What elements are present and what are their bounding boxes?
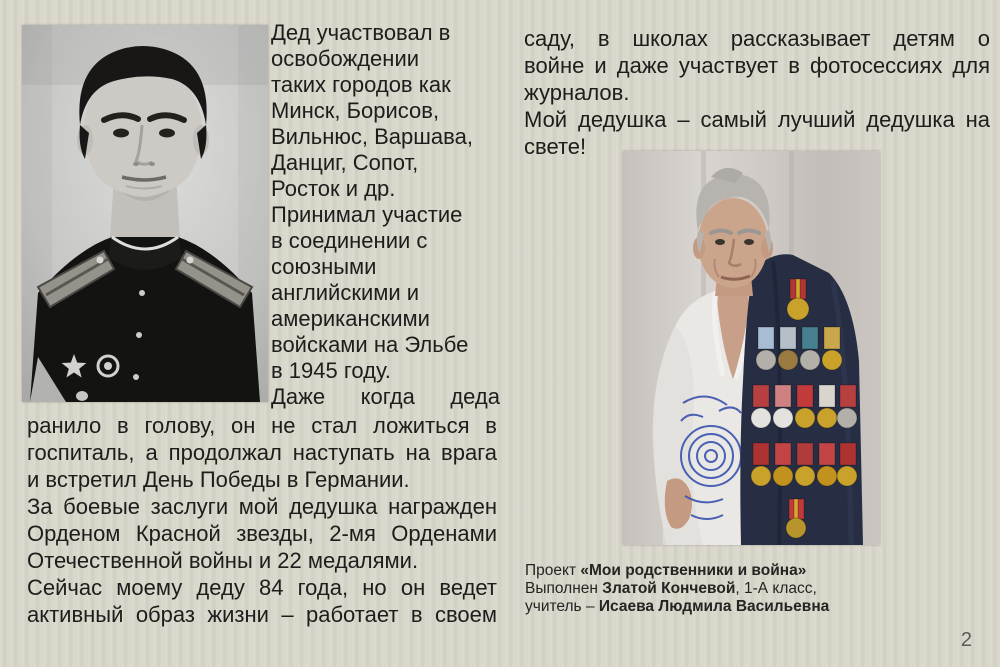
- text-line: активный образ жизни – работает в своем: [27, 602, 497, 627]
- credit-bold-title: «Мои родственники и война»: [580, 562, 807, 579]
- text-line: Минск, Борисов,: [271, 98, 440, 123]
- credit-text: учитель –: [525, 598, 599, 615]
- story-right-column: [524, 25, 990, 160]
- text-line: войсками на Эльбе: [271, 332, 469, 357]
- text-line: американскими: [271, 306, 430, 331]
- text-line: ранило в голову, он не стал ложиться в: [27, 413, 497, 438]
- credit-text: Выполнен: [525, 580, 603, 597]
- text-line: госпиталь, а продолжал наступать на врага: [27, 440, 497, 465]
- text-line: Данциг, Сопот,: [271, 150, 419, 175]
- text-line: и встретил День Победы в Германии.: [27, 467, 410, 492]
- veteran-photo: [623, 151, 880, 545]
- text-line: Принимал участие: [271, 202, 463, 227]
- text-line: Сейчас моему деду 84 года, но он ведет: [27, 575, 497, 600]
- credit-line-author: [525, 580, 955, 598]
- text-line: Дед участвовал в: [271, 20, 451, 45]
- text-line: Мой дедушка – самый лучший дедушка на: [524, 107, 990, 132]
- credit-bold-author: Златой Кончевой: [602, 580, 736, 597]
- text-line: в соединении с: [271, 228, 428, 253]
- credit-line-project: [525, 562, 955, 580]
- story-bottom-block: [27, 412, 497, 628]
- young-soldier-photo: [22, 25, 268, 402]
- young-soldier-illustration: [22, 25, 268, 402]
- text-line: освобождении: [271, 46, 420, 71]
- veteran-illustration: [623, 151, 880, 545]
- text-line: в 1945 году.: [271, 358, 391, 383]
- text-line: свете!: [524, 134, 587, 159]
- credit-text: , 1-А класс,: [735, 580, 817, 597]
- text-line: Отечественной войны и 22 медалями.: [27, 548, 419, 573]
- credit-bold-teacher: Исаева Людмила Васильевна: [598, 598, 830, 615]
- text-line: английскими и: [271, 280, 420, 305]
- text-line: За боевые заслуги мой дедушка награжден: [27, 494, 497, 519]
- text-line: саду, в школах рассказывает детям о: [524, 26, 990, 51]
- text-line: журналов.: [524, 80, 630, 105]
- text-line: союзными: [271, 254, 377, 279]
- text-line: таких городов как: [271, 72, 451, 97]
- credit-line-teacher: [525, 598, 955, 616]
- credit-text: Проект: [525, 562, 581, 579]
- text-line: Вильнюс, Варшава,: [271, 124, 473, 149]
- story-middle-column: [271, 20, 500, 410]
- text-line: войне и даже участвует в фотосессиях для: [524, 53, 990, 78]
- project-credits: [525, 562, 955, 616]
- text-line: Даже когда деда: [271, 384, 500, 409]
- page-number: 2: [960, 629, 972, 651]
- text-line: Росток и др.: [271, 176, 396, 201]
- text-line: Орденом Красной звезды, 2-мя Орденами: [27, 521, 497, 546]
